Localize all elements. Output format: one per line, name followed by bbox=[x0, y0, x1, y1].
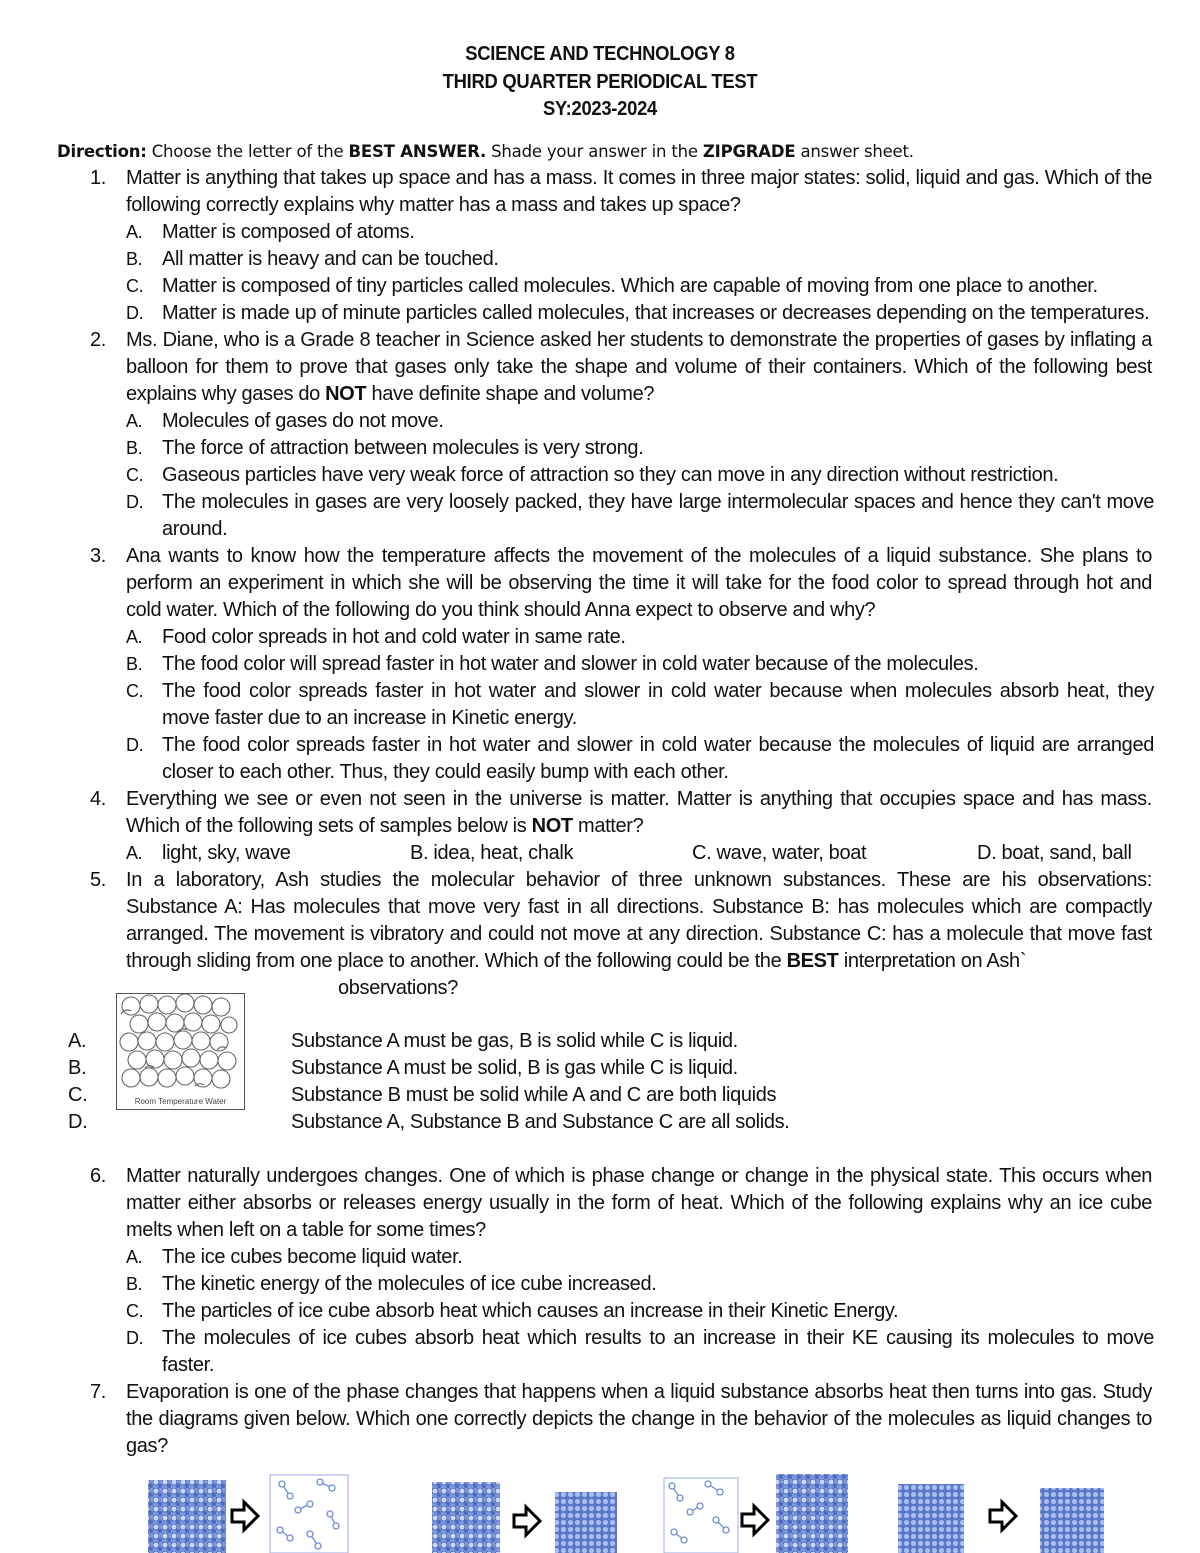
arrow-right-icon bbox=[232, 1502, 258, 1530]
q4-options-row bbox=[0, 840, 1200, 867]
q5-letter-c: C. bbox=[68, 1084, 88, 1106]
liquid-box bbox=[776, 1474, 848, 1553]
q5-letter-b: B. bbox=[68, 1057, 87, 1079]
q5-option-c: Substance B must be solid while A and C are both liquids bbox=[291, 1084, 777, 1106]
liquid-box bbox=[432, 1482, 500, 1553]
header-school-year: SY:2023-2024 bbox=[543, 98, 657, 120]
question-stem: Everything we see or even not seen in the universe is matter. Matter is anything that occupies space and has mass. Which of the following sets of samples below is NOT matter? bbox=[126, 788, 1152, 837]
q4-option-b: B. idea, heat, chalk bbox=[410, 842, 574, 864]
q5-stem-last-line: observations? bbox=[338, 977, 458, 999]
direction-zipgrade: ZIPGRADE bbox=[702, 142, 796, 161]
q5-letter-a: A. bbox=[68, 1030, 87, 1052]
question-stem: Ms. Diane, who is a Grade 8 teacher in Science asked her students to demonstrate the properties of gases by inflating a balloon for them to prove that gases only take the shape and volume of their containers. Which of the following best explains why gases do NOT have definite shape and volume? bbox=[126, 329, 1152, 405]
question-number: 3. bbox=[90, 545, 106, 567]
question-number: 7. bbox=[90, 1381, 106, 1403]
question-stem: Matter is anything that takes up space and has a mass. It comes in three major states: solid, liquid and gas. Which of the following correctly explains why matter has a mass and takes up space? bbox=[126, 167, 1152, 216]
arrow-right-icon bbox=[990, 1502, 1016, 1530]
solid-box bbox=[555, 1492, 617, 1553]
q5-option-b: Substance A must be solid, B is gas while C is liquid. bbox=[291, 1057, 738, 1079]
question-number: 1. bbox=[90, 167, 106, 189]
gas-box bbox=[664, 1478, 738, 1553]
diagram-a bbox=[148, 1475, 348, 1553]
direction-line bbox=[57, 142, 914, 161]
image-caption: Room Temperature Water bbox=[134, 1097, 227, 1106]
arrow-right-icon bbox=[742, 1506, 768, 1534]
question-number: 6. bbox=[90, 1165, 106, 1187]
question-stem: Ana wants to know how the temperature affects the movement of the molecules of a liquid substance. She plans to perform an experiment in which she will be observing the time it will take for the food color to spread through hot and cold water. Which of the following do you think should Anna expect to observe and why? bbox=[126, 545, 1152, 621]
direction-text-3: answer sheet. bbox=[795, 142, 914, 161]
q5-letter-d: D. bbox=[68, 1111, 88, 1133]
header-subject: SCIENCE AND TECHNOLOGY 8 bbox=[465, 43, 735, 65]
diagram-b bbox=[432, 1482, 617, 1553]
question-stem: In a laboratory, Ash studies the molecular behavior of three unknown substances. These are his observations: Substance A: Has molecules that move very fast in all directions. Substance B: has molecules which are compactly arranged. The movement is vibratory and could not move at any direction. Substance C: has a molecule that move fast through sliding from one place to another. Which of the following could be the BEST interpretation on Ash` bbox=[126, 869, 1152, 972]
test-page: SCIENCE AND TECHNOLOGY 8 THIRD QUARTER PERIODICAL TEST SY:2023-2024 Direction: Choose the letter of the BEST ANSWER. Shade your answer in the ZIPGRADE answer sheet. 1. Matter is anything that takes up space and has a mass. It comes in three major states: solid, liquid and gas. Which of the following correctly explains why matter has a mass and takes up space? A. Matter is composed of atoms. B. All matter is heavy and can be touched. C. Matter is composed of tiny particles called molecules. Which are capable of moving from one place to another. D. Matter is made up of minute particles called molecules, that increases or decreases depending on the temperatures. 2. Ms. Diane, who is a Grade 8 teacher in Science asked her students to demonstrate the properties of gases by inflating a balloon for them to prove that gases only take the shape and volume of their containers. Which of the following best explains why gases do NOT have definite shape and volume? A. Molecules of gases do not move. B. The force of attraction between molecules is very strong. C. Gaseous particles have very weak force of attraction so they can move in any direction without restriction. D. The molecules in gases are very loosely packed, they have large intermolecular spaces and hence they can't move around. 3. Ana wants to know how the temperature affects the movement of the molecules of a liquid substance. She plans to perform an experiment in which she will be observing the time it will take for the food color to spread through hot and cold water. Which of the following do you think should Anna expect to observe and why? A. Food color spreads in hot and cold water in same rate. B. The food color will spread faster in hot water and slower in cold water because of the molecules. C. The food color spreads faster in hot water and slower in cold water because when molecules absorb heat, they move faster due to an increase in Kinetic energy. D. The food color spreads faster in hot water and slower in cold water because the molecules of liquid are arranged closer to each other. Thus, they could easily bump with each other. 4. Everything we see or even not seen in the universe is matter. Matter is anything that occupies space and has mass. Which of the following sets of samples below is NOT matter? A. light, sky, wave B. idea, heat, chalk C. wave, water, boat D. boat, sand, ball 5. In a laboratory, Ash studies the molecular behavior of three unknown substances. These are his observations: Substance A: Has molecules that move very fast in all directions. Substance B: has molecules which are compactly arranged. The movement is vibratory and could not move at any direction. Substance C: has a molecule that move fast through sliding from one place to another. Which of the following could be the BEST interpretation on Ash` observations? Room Temperature Water A. B. C. D. Substance A must be gas, B is solid while C is liquid. Substance A must be solid, B is gas while C is liquid. Substance B must be solid while A and C are both liquids Substance A, Substance B and Substance C are all solids. 6. Matter naturally undergoes changes. One of which is phase change or change in the physical state. This occurs when matter either absorbs or releases energy usually in the form of heat. Which of the following explains why an ice cube melts when left on a table for some times? A. The ice cubes become liquid water. B. The kinetic energy of the molecules of ice cube increased. C. The particles of ice cube absorb heat which causes an increase in their Kinetic Energy. D. The molecules of ice cubes absorb heat which results to an increase in their KE causing its molecules to move faster. 7. Evaporation is one of the phase changes that happens when a liquid substance absorbs heat then turns into gas. Study the diagrams given below. Which one correctly depicts the change in the behavior of the molecules as liquid changes to gas? bbox=[0, 0, 1200, 1553]
q4-option-c: C. wave, water, boat bbox=[692, 842, 867, 864]
solid-box bbox=[1040, 1488, 1104, 1553]
q4-option-a: light, sky, wave bbox=[162, 842, 291, 864]
direction-text-2: Shade your answer in the bbox=[486, 142, 703, 161]
question-stem: Evaporation is one of the phase changes that happens when a liquid substance absorbs heat then turns into gas. Study the diagrams given below. Which one correctly depicts the change in the behavior of the molecules as liquid changes to gas? bbox=[126, 1381, 1152, 1457]
question-number: 2. bbox=[90, 329, 106, 351]
arrow-right-icon bbox=[514, 1507, 540, 1535]
question-number: 5. bbox=[90, 869, 106, 891]
direction-best-answer: BEST ANSWER. bbox=[348, 142, 487, 161]
liquid-box bbox=[148, 1480, 226, 1553]
room-temperature-water-image bbox=[116, 993, 245, 1110]
diagram-d bbox=[898, 1484, 1104, 1553]
question-number: 4. bbox=[90, 788, 106, 810]
header-test-title: THIRD QUARTER PERIODICAL TEST bbox=[442, 71, 758, 93]
molecule-circles-illustration bbox=[117, 994, 244, 1094]
q7-diagrams bbox=[0, 1470, 1200, 1553]
solid-box bbox=[898, 1484, 964, 1553]
q4-option-d: D. boat, sand, ball bbox=[977, 842, 1132, 864]
direction-label: Direction: bbox=[57, 142, 147, 161]
diagram-c bbox=[664, 1474, 848, 1553]
q5-option-d: Substance A, Substance B and Substance C are all solids. bbox=[291, 1111, 790, 1133]
question-stem: Matter naturally undergoes changes. One of which is phase change or change in the physical state. This occurs when matter either absorbs or releases energy usually in the form of heat. Which of the following explains why an ice cube melts when left on a table for some times? bbox=[126, 1165, 1152, 1241]
direction-text-1: Choose the letter of the bbox=[146, 142, 349, 161]
q4-option-a-letter: A. bbox=[126, 843, 143, 863]
q5-option-a: Substance A must be gas, B is solid while C is liquid. bbox=[291, 1030, 738, 1052]
